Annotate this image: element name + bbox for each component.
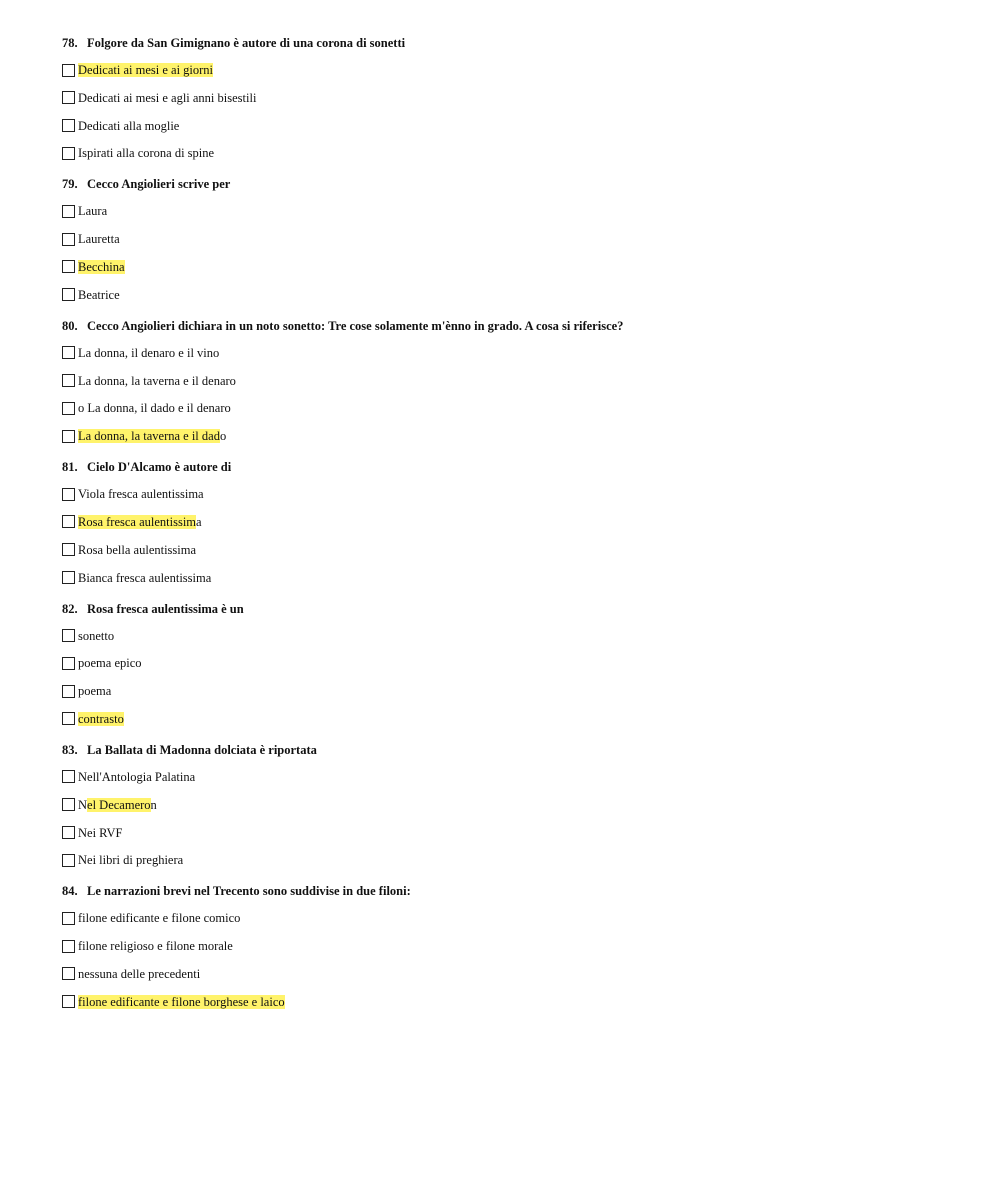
answer-option[interactable] <box>62 285 962 305</box>
answer-option[interactable] <box>62 201 962 221</box>
answer-option[interactable] <box>62 88 962 108</box>
question-text: Folgore da San Gimignano è autore di una corona di sonetti <box>87 36 406 50</box>
question-83 <box>62 741 962 870</box>
answer-label <box>78 628 114 644</box>
answer-text: o La donna, il dado e il denaro <box>78 401 231 416</box>
question-number: 82. <box>62 601 78 616</box>
question-title <box>62 882 962 900</box>
question-84 <box>62 882 962 1011</box>
answer-text: o <box>219 429 227 444</box>
answer-label <box>78 655 142 671</box>
answer-label <box>78 797 157 813</box>
answer-text: Dedicati ai mesi e agli anni bisestili <box>78 90 257 105</box>
checkbox-icon[interactable] <box>62 488 75 501</box>
answer-text: Rosa bella aulentissima <box>78 542 197 557</box>
checkbox-icon[interactable] <box>62 233 75 246</box>
answer-label <box>78 400 231 416</box>
answer-option[interactable] <box>62 823 962 843</box>
answer-text: filone edificante e filone comico <box>78 911 241 926</box>
highlighted-answer-text: el Decamero <box>87 797 151 812</box>
highlighted-answer-text: filone edificante e filone borghese e laico <box>78 994 285 1009</box>
question-text: Le narrazioni brevi nel Trecento sono suddivise in due filoni: <box>87 884 411 899</box>
answer-label <box>78 542 196 558</box>
answer-option[interactable] <box>62 229 962 249</box>
answer-text: sonetto <box>78 628 115 643</box>
question-number: 79. <box>62 177 78 192</box>
answer-option[interactable] <box>62 257 962 277</box>
answer-option[interactable] <box>62 681 962 701</box>
checkbox-icon[interactable] <box>62 967 75 980</box>
checkbox-icon[interactable] <box>62 940 75 953</box>
answer-text: poema <box>78 684 112 699</box>
answer-label <box>78 570 211 586</box>
answer-option[interactable] <box>62 116 962 136</box>
checkbox-icon[interactable] <box>62 91 75 104</box>
answer-text: filone religioso e filone morale <box>78 939 233 954</box>
checkbox-icon[interactable] <box>62 798 75 811</box>
answer-text: a <box>196 514 202 529</box>
highlighted-answer-text: Rosa fresca aulentissim <box>78 514 197 529</box>
answer-label <box>78 994 285 1010</box>
checkbox-icon[interactable] <box>62 288 75 301</box>
checkbox-icon[interactable] <box>62 430 75 443</box>
answer-label <box>78 486 204 502</box>
answer-label <box>78 62 213 78</box>
answer-option[interactable] <box>62 653 962 673</box>
checkbox-icon[interactable] <box>62 346 75 359</box>
answer-option[interactable] <box>62 936 962 956</box>
question-81 <box>62 458 962 587</box>
highlighted-answer-text: La donna, la taverna e il dad <box>78 429 220 444</box>
answer-text: Beatrice <box>78 287 120 302</box>
answer-text: La donna, la taverna e il denaro <box>78 373 236 388</box>
question-79 <box>62 175 962 304</box>
answer-option[interactable] <box>62 795 962 815</box>
answer-label <box>78 428 226 444</box>
checkbox-icon[interactable] <box>62 374 75 387</box>
answer-option[interactable] <box>62 512 962 532</box>
answer-option[interactable] <box>62 398 962 418</box>
answer-label <box>78 118 179 134</box>
checkbox-icon[interactable] <box>62 64 75 77</box>
answer-option[interactable] <box>62 568 962 588</box>
answer-label <box>78 966 200 982</box>
question-number: 84. <box>62 884 78 899</box>
answer-option[interactable] <box>62 964 962 984</box>
question-80 <box>62 317 962 446</box>
answer-label <box>78 769 195 785</box>
answer-text: Nei RVF <box>78 825 123 840</box>
highlighted-answer-text: Becchina <box>78 259 125 274</box>
answer-option[interactable] <box>62 540 962 560</box>
answer-text: n <box>150 797 157 812</box>
answer-option[interactable] <box>62 992 962 1012</box>
question-82 <box>62 600 962 729</box>
highlighted-answer-text: Dedicati ai mesi e ai giorni <box>78 63 214 77</box>
question-78 <box>62 34 962 163</box>
answer-option[interactable] <box>62 850 962 870</box>
question-title <box>62 175 962 193</box>
checkbox-icon[interactable] <box>62 260 75 273</box>
answer-text: Lauretta <box>78 232 120 247</box>
answer-text: N <box>78 797 88 812</box>
question-number: 83. <box>62 742 78 757</box>
question-text: Cecco Angiolieri dichiara in un noto sonetto: Tre cose solamente m'ènno in grado. A cosa si riferisce? <box>87 318 624 333</box>
answer-option[interactable] <box>62 908 962 928</box>
answer-option[interactable] <box>62 343 962 363</box>
checkbox-icon[interactable] <box>62 629 75 642</box>
question-number: 80. <box>62 318 78 333</box>
question-title <box>62 600 962 618</box>
question-title <box>62 458 962 476</box>
checkbox-icon[interactable] <box>62 912 75 925</box>
answer-text: Bianca fresca aulentissima <box>78 570 212 585</box>
checkbox-icon[interactable] <box>62 205 75 218</box>
answer-text: poema epico <box>78 656 142 671</box>
answer-option[interactable] <box>62 626 962 646</box>
question-text: Cielo D'Alcamo è autore di <box>87 460 232 475</box>
question-text: La Ballata di Madonna dolciata è riportata <box>87 742 317 757</box>
answer-label <box>78 514 202 530</box>
checkbox-icon[interactable] <box>62 826 75 839</box>
answer-text: Dedicati alla moglie <box>78 118 180 133</box>
answer-option[interactable] <box>62 709 962 729</box>
checkbox-icon[interactable] <box>62 995 75 1008</box>
checkbox-icon[interactable] <box>62 543 75 556</box>
answer-text: Laura <box>78 204 108 219</box>
answer-text: nessuna delle precedenti <box>78 966 201 981</box>
answer-option[interactable] <box>62 426 962 446</box>
question-number: 81. <box>62 460 78 475</box>
checkbox-icon[interactable] <box>62 712 75 725</box>
checkbox-icon[interactable] <box>62 147 75 160</box>
checkbox-icon[interactable] <box>62 515 75 528</box>
question-title <box>62 741 962 759</box>
quiz-page <box>62 34 962 1024</box>
question-text: Rosa fresca aulentissima è un <box>87 601 244 616</box>
answer-label <box>78 683 111 699</box>
checkbox-icon[interactable] <box>62 402 75 415</box>
question-number: 78. <box>62 36 78 50</box>
answer-text: Nell'Antologia Palatina <box>78 769 196 784</box>
checkbox-icon[interactable] <box>62 685 75 698</box>
answer-option[interactable] <box>62 484 962 504</box>
checkbox-icon[interactable] <box>62 571 75 584</box>
answer-label <box>78 852 183 868</box>
question-title <box>62 317 962 335</box>
answer-label <box>78 910 240 926</box>
answer-label <box>78 711 124 727</box>
answer-label <box>78 938 233 954</box>
question-text: Cecco Angiolieri scrive per <box>87 177 231 192</box>
highlighted-answer-text: contrasto <box>78 711 124 726</box>
answer-label <box>78 345 219 361</box>
answer-text: Nei libri di preghiera <box>78 853 184 868</box>
question-title <box>62 34 962 52</box>
answer-text: Ispirati alla corona di spine <box>78 146 215 161</box>
answer-label <box>78 825 123 841</box>
answer-option[interactable] <box>62 371 962 391</box>
answer-label <box>78 373 236 389</box>
answer-label <box>78 203 107 219</box>
checkbox-icon[interactable] <box>62 119 75 132</box>
answer-label <box>78 259 125 275</box>
answer-label <box>78 287 120 303</box>
answer-option[interactable] <box>62 60 962 80</box>
checkbox-icon[interactable] <box>62 657 75 670</box>
answer-label <box>78 231 120 247</box>
checkbox-icon[interactable] <box>62 854 75 867</box>
answer-label <box>78 90 256 106</box>
answer-option[interactable] <box>62 143 962 163</box>
answer-option[interactable] <box>62 767 962 787</box>
answer-text: La donna, il denaro e il vino <box>78 345 220 360</box>
answer-text: Viola fresca aulentissima <box>78 487 204 502</box>
checkbox-icon[interactable] <box>62 770 75 783</box>
answer-label <box>78 145 214 161</box>
